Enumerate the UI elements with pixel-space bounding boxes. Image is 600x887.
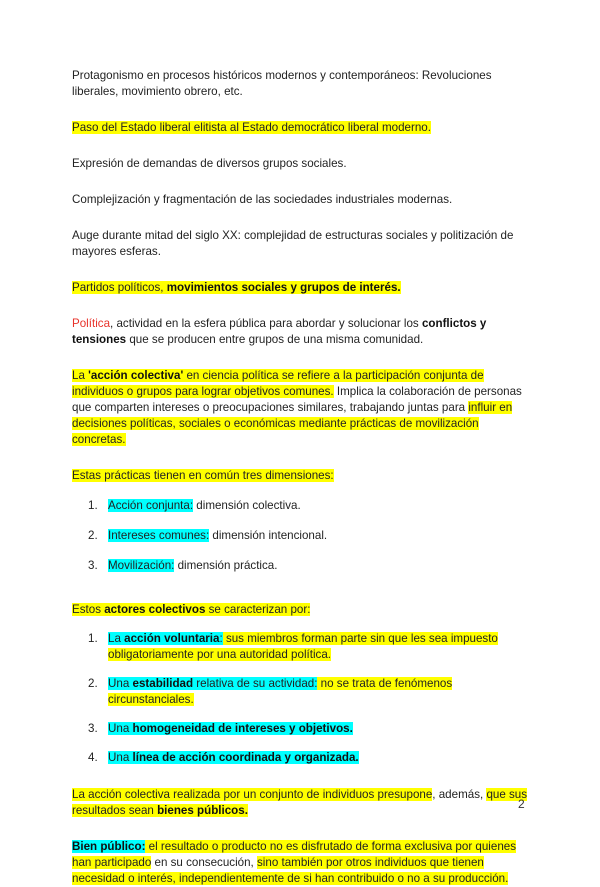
paragraph-accion-colectiva: La 'acción colectiva' en ciencia política se refiere a la participación conjunta de individuos o grupos para lograr objetivos comunes. Implica la colaboración de personas que comparten intereses o preocupaciones similares, trabajando juntas para influir en decisiones políticas, sociales o económicas mediante prácticas de movilización concretas.: [72, 369, 522, 446]
dimensions-list: [72, 498, 532, 574]
paragraph-bien-publico-def: Bien público: el resultado o producto no es disfrutado de forma exclusiva por quienes han participado en su consecución, sino también por otros individuos que tienen necesidad o interés, independientemente de si han contribuido o no a su producción.: [72, 840, 517, 885]
list-item: 1. La acción voluntaria: sus miembros forman parte sin que les sea impuesto obligatoriamente por una autoridad política.: [88, 632, 498, 661]
term-politica: Política: [72, 317, 111, 330]
list-item: 2. Intereses comunes: dimensión intencional.: [88, 529, 328, 542]
paragraph-partidos: [72, 280, 532, 296]
page-number: 2: [518, 797, 525, 811]
highlight: Paso del Estado liberal elitista al Estado democrático liberal moderno.: [72, 121, 431, 134]
characteristics-list: [72, 631, 532, 766]
list-item: 4. Una línea de acción coordinada y organizada.: [88, 751, 359, 764]
paragraph-paso-estado: [72, 120, 532, 136]
list-item: 2. Una estabilidad relativa de su actividad: no se trata de fenómenos circunstanciales.: [88, 677, 453, 706]
paragraph-auge: Auge durante mitad del siglo XX: complejidad de estructuras sociales y politización de mayores esferas.: [72, 229, 514, 258]
paragraph-bienes-publicos: La acción colectiva realizada por un conjunto de individuos presupone, además, que sus resultados sean bienes públicos.: [72, 788, 528, 817]
paragraph-actores: Estos actores colectivos se caracterizan por:: [72, 603, 311, 616]
paragraph-expresion: Expresión de demandas de diversos grupos sociales.: [72, 157, 347, 170]
paragraph-complejizacion: Complejización y fragmentación de las sociedades industriales modernas.: [72, 193, 453, 206]
paragraph-politica: Política, actividad en la esfera pública para abordar y solucionar los conflictos y tensiones que se producen entre grupos de una misma comunidad.: [72, 317, 487, 346]
page-content: [72, 68, 532, 887]
highlight: Partidos políticos, movimientos sociales y grupos de interés.: [72, 281, 401, 294]
paragraph-dimensiones: Estas prácticas tienen en común tres dimensiones:: [72, 469, 334, 482]
paragraph-protagonismo: Protagonismo en procesos históricos modernos y contemporáneos: Revoluciones liberales, movimiento obrero, etc.: [72, 69, 492, 98]
list-item: 3. Una homogeneidad de intereses y objetivos.: [88, 722, 353, 735]
list-item: 1. Acción conjunta: dimensión colectiva.: [88, 499, 301, 512]
list-item: 3. Movilización: dimensión práctica.: [88, 559, 278, 572]
